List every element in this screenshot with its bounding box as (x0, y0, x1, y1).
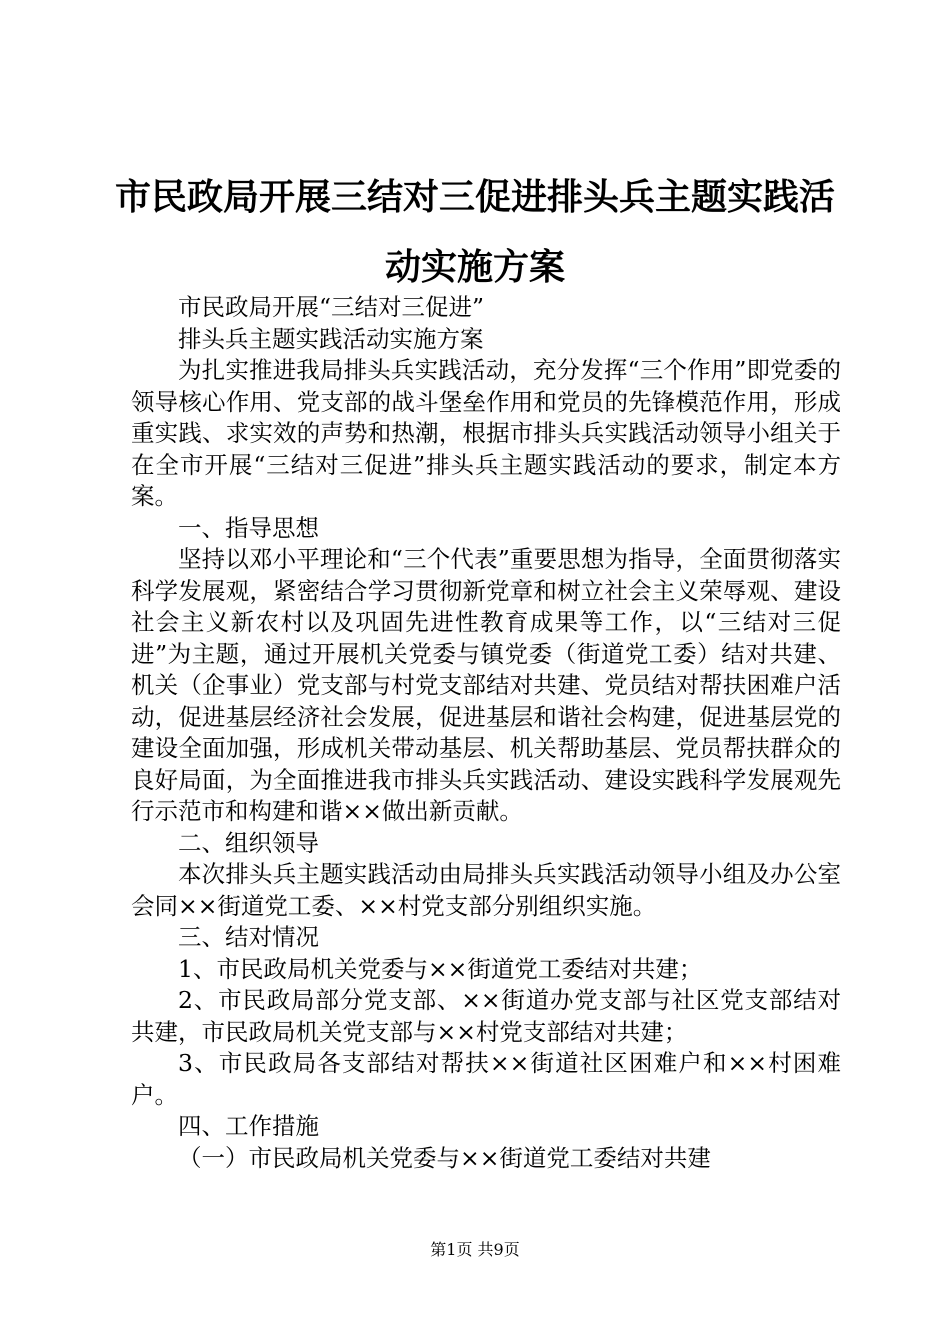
paragraph: 市民政局开展“三结对三促进” (178, 293, 485, 321)
section-heading: 二、组织领导 (178, 828, 319, 857)
paragraph: 本次排头兵主题实践活动由局排头兵实践活动领导小组及办公室会同××街道党工委、××村党支部分别组织实施。 (131, 860, 841, 920)
section-heading: 一、指导思想 (178, 513, 319, 542)
sub-heading: （一）市民政局机关党委与××街道党工委结对共建 (178, 1143, 711, 1172)
list-item: 3、市民政局各支部结对帮扶××街道社区困难户和××村困难户。 (131, 1049, 841, 1109)
page-footer: 第1页 共9页 (430, 1240, 520, 1259)
section-heading: 三、结对情况 (178, 923, 319, 951)
section-heading: 四、工作措施 (178, 1112, 319, 1140)
document-body (131, 292, 841, 1174)
paragraph: 为扎实推进我局排头兵实践活动，充分发挥“三个作用”即党委的领导核心作用、党支部的战斗堡垒作用和党员的先锋模范作用，形成重实践、求实效的声势和热潮，根据市排头兵实践活动领导小组关于在全市开展“三结对三促进”排头兵主题实践活动的要求，制定本方案。 (131, 356, 841, 510)
list-item: 1、市民政局机关党委与××街道党工委结对共建； (178, 954, 703, 983)
document-title: 市民政局开展三结对三促进排头兵主题实践活动实施方案 (114, 177, 835, 288)
paragraph: 排头兵主题实践活动实施方案 (178, 324, 484, 353)
paragraph: 坚持以邓小平理论和“三个代表”重要思想为指导，全面贯彻落实科学发展观，紧密结合学习贯彻新党章和树立社会主义荣辱观、建设社会主义新农村以及巩固先进性教育成果等工作，以“三结对三促进”为主题，通过开展机关党委与镇党委（街道党工委）结对共建、机关（企事业）党支部与村党支部结对共建、党员结对帮扶困难户活动，促进基层经济社会发展，促进基层和谐社会构建，促进基层党的建设全面加强，形成机关带动基层、机关帮助基层、党员帮扶群众的良好局面，为全面推进我市排头兵实践活动、建设实践科学发展观先行示范市和构建和谐××做出新贡献。 (131, 545, 841, 825)
list-item: 2、市民政局部分党支部、××街道办党支部与社区党支部结对共建，市民政局机关党支部与××村党支部结对共建； (131, 986, 841, 1046)
